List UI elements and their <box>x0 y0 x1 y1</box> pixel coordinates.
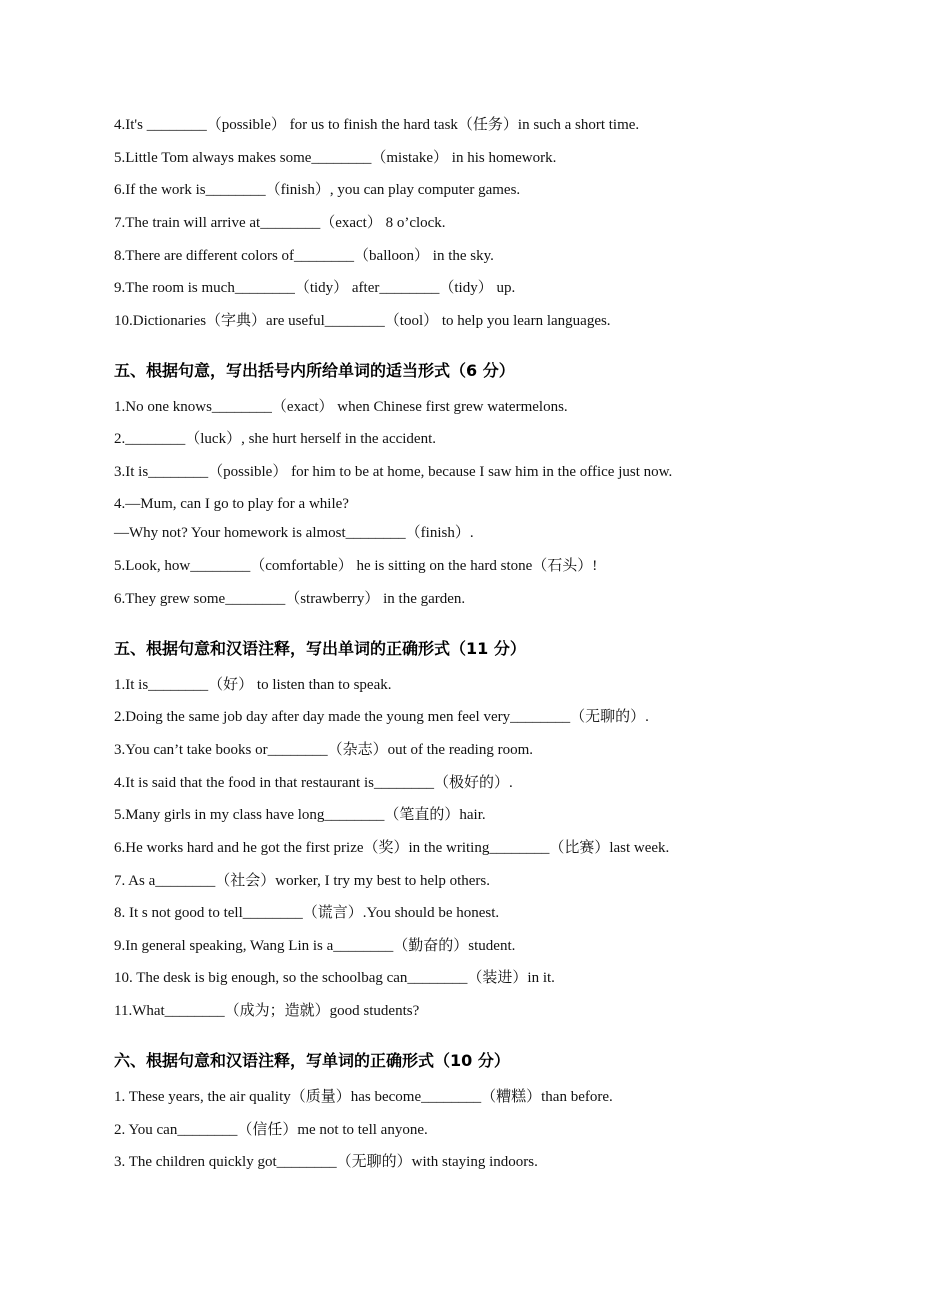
exercise-item: 1. These years, the air quality（质量）has become________（糟糕）than before. <box>114 1089 613 1105</box>
exercise-item: 3.You can’t take books or________（杂志）out of the reading room. <box>114 742 533 758</box>
exercise-item: 2.Doing the same job day after day made the young men feel very________（无聊的）. <box>114 709 649 725</box>
section-heading: 五、根据句意，写出括号内所给单词的适当形式（6 分） <box>114 361 515 380</box>
exercise-item: 6.He works hard and he got the first prize（奖）in the writing________（比赛）last week. <box>114 840 670 856</box>
exercise-item: 9.The room is much________（tidy） after________（tidy） up. <box>114 280 516 296</box>
exercise-item: 1.No one knows________（exact） when Chinese first grew watermelons. <box>114 399 568 415</box>
exercise-item: 4.It is said that the food in that restaurant is________（极好的）. <box>114 775 513 791</box>
exercise-item: —Why not? Your homework is almost________（finish）. <box>114 525 474 541</box>
exercise-item: 8. It s not good to tell________（谎言）.You should be honest. <box>114 905 500 921</box>
section-heading: 五、根据句意和汉语注释，写出单词的正确形式（11 分） <box>114 639 526 658</box>
exercise-item: 4.—Mum, can I go to play for a while? <box>114 496 349 512</box>
exercise-item: 2. You can________（信任）me not to tell anyone. <box>114 1122 428 1138</box>
exercise-item: 6.They grew some________（strawberry） in the garden. <box>114 591 466 607</box>
exercise-item: 3.It is________（possible） for him to be at home, because I saw him in the office just now. <box>114 464 673 480</box>
exercise-item: 5.Look, how________（comfortable） he is sitting on the hard stone（石头）! <box>114 558 598 574</box>
exercise-item: 2.________（luck）, she hurt herself in the accident. <box>114 431 437 447</box>
exercise-item: 10.Dictionaries（字典）are useful________（tool） to help you learn languages. <box>114 313 611 329</box>
exercise-item: 7. As a________（社会）worker, I try my best to help others. <box>114 873 491 889</box>
exercise-item: 11.What________（成为；造就）good students? <box>114 1003 420 1019</box>
exercise-item: 9.In general speaking, Wang Lin is a________（勤奋的）student. <box>114 938 516 954</box>
exercise-item: 4.It's ________（possible） for us to finish the hard task（任务）in such a short time. <box>114 117 640 133</box>
exercise-item: 3. The children quickly got________（无聊的）with staying indoors. <box>114 1154 538 1170</box>
exercise-item: 10. The desk is big enough, so the schoolbag can________（装进）in it. <box>114 970 555 986</box>
section-heading: 六、根据句意和汉语注释，写单词的正确形式（10 分） <box>114 1051 510 1070</box>
exercise-item: 6.If the work is________（finish）, you can play computer games. <box>114 182 521 198</box>
exercise-item: 1.It is________（好） to listen than to speak. <box>114 677 392 693</box>
exercise-item: 5.Little Tom always makes some________（mistake） in his homework. <box>114 150 557 166</box>
exercise-item: 5.Many girls in my class have long________（笔直的）hair. <box>114 807 486 823</box>
exercise-item: 7.The train will arrive at________（exact） 8 o’clock. <box>114 215 446 231</box>
exercise-item: 8.There are different colors of________（balloon） in the sky. <box>114 248 494 264</box>
